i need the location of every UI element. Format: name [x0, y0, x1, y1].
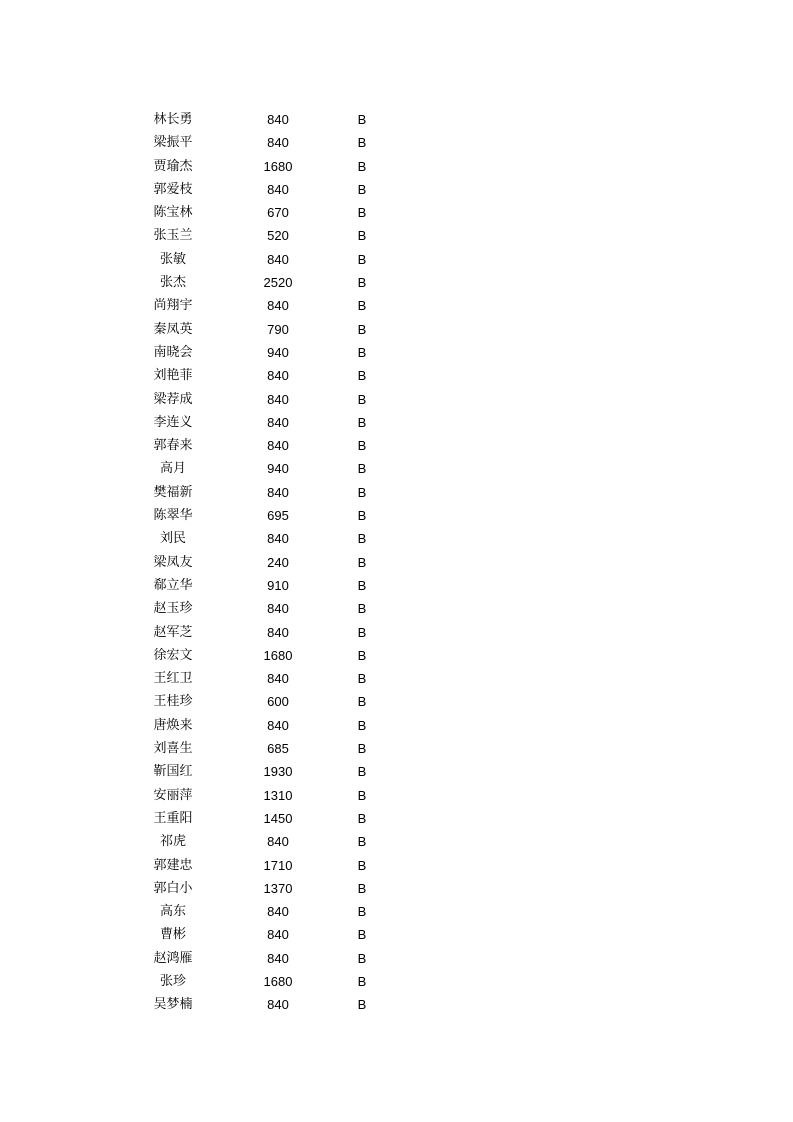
table-row [0, 551, 793, 574]
table-row [0, 178, 793, 201]
amount-cell: 1310 [263, 787, 293, 803]
table-row [0, 411, 793, 434]
name-cell: 高东 [159, 904, 186, 920]
table-row [0, 621, 793, 644]
name-cell: 贾瑜杰 [153, 158, 193, 174]
grade-cell: B [357, 368, 367, 384]
amount-cell: 840 [267, 135, 289, 151]
table-row [0, 830, 793, 853]
grade-cell: B [357, 484, 367, 500]
amount-cell: 840 [267, 531, 289, 547]
table-row [0, 667, 793, 690]
grade-cell: B [357, 601, 367, 617]
table-row [0, 784, 793, 807]
name-cell: 李连义 [153, 414, 193, 430]
amount-cell: 240 [267, 554, 289, 570]
grade-cell: B [357, 135, 367, 151]
name-cell: 张敏 [159, 251, 186, 267]
name-cell: 祁虎 [159, 834, 186, 850]
amount-cell: 910 [267, 577, 289, 593]
amount-cell: 840 [267, 414, 289, 430]
amount-cell: 840 [267, 904, 289, 920]
name-cell: 梁荐成 [153, 391, 193, 407]
table-row [0, 481, 793, 504]
amount-cell: 840 [267, 671, 289, 687]
table-row [0, 434, 793, 457]
name-cell: 张玉兰 [153, 228, 193, 244]
grade-cell: B [357, 112, 367, 127]
grade-cell: B [357, 904, 367, 920]
amount-cell: 600 [267, 694, 289, 710]
table-row [0, 527, 793, 550]
table-row [0, 388, 793, 411]
name-cell: 秦凤英 [153, 321, 193, 337]
grade-cell: B [357, 298, 367, 314]
grade-cell: B [357, 671, 367, 687]
grade-cell: B [357, 880, 367, 896]
name-cell: 梁凤友 [153, 554, 193, 570]
table-row [0, 714, 793, 737]
name-cell: 王红卫 [153, 671, 193, 687]
table-row [0, 224, 793, 247]
table-row [0, 108, 793, 131]
name-cell: 郭白小 [153, 880, 193, 896]
amount-cell: 1450 [263, 810, 293, 826]
name-cell: 樊福新 [153, 484, 193, 500]
table-row [0, 644, 793, 667]
grade-cell: B [357, 647, 367, 663]
name-cell: 郭春来 [153, 438, 193, 454]
grade-cell: B [357, 344, 367, 360]
name-cell: 吴梦楠 [153, 997, 193, 1013]
amount-cell: 940 [267, 344, 289, 360]
grade-cell: B [357, 275, 367, 291]
name-cell: 高月 [159, 461, 186, 477]
amount-cell: 940 [267, 461, 289, 477]
table-row [0, 900, 793, 923]
grade-cell: B [357, 694, 367, 710]
grade-cell: B [357, 741, 367, 757]
table-row [0, 155, 793, 178]
name-cell: 刘喜生 [153, 741, 193, 757]
amount-cell: 790 [267, 321, 289, 337]
name-cell: 郭爱枝 [153, 181, 193, 197]
grade-cell: B [357, 624, 367, 640]
grade-cell: B [357, 181, 367, 197]
grade-cell: B [357, 764, 367, 780]
name-cell: 郭建忠 [153, 857, 193, 873]
table-row [0, 877, 793, 900]
grade-cell: B [357, 577, 367, 593]
amount-cell: 670 [267, 205, 289, 221]
amount-cell: 840 [267, 601, 289, 617]
name-cell: 徐宏文 [153, 647, 193, 663]
amount-cell: 840 [267, 950, 289, 966]
amount-cell: 840 [267, 997, 289, 1013]
grade-cell: B [357, 228, 367, 244]
table-row [0, 690, 793, 713]
name-cell: 陈翠华 [153, 508, 193, 524]
table-row [0, 248, 793, 271]
amount-cell: 1680 [263, 158, 293, 174]
table-row [0, 970, 793, 993]
name-cell: 靳国红 [153, 764, 193, 780]
amount-cell: 695 [267, 508, 289, 524]
amount-cell: 1680 [263, 647, 293, 663]
amount-cell: 1710 [263, 857, 293, 873]
grade-cell: B [357, 973, 367, 989]
amount-cell: 520 [267, 228, 289, 244]
table-row [0, 341, 793, 364]
data-table [0, 108, 793, 1017]
amount-cell: 840 [267, 834, 289, 850]
grade-cell: B [357, 461, 367, 477]
grade-cell: B [357, 531, 367, 547]
grade-cell: B [357, 251, 367, 267]
grade-cell: B [357, 508, 367, 524]
name-cell: 唐焕来 [153, 717, 193, 733]
amount-cell: 840 [267, 368, 289, 384]
amount-cell: 1680 [263, 973, 293, 989]
grade-cell: B [357, 158, 367, 174]
name-cell: 林长勇 [153, 112, 193, 127]
name-cell: 尚翔宇 [153, 298, 193, 314]
name-cell: 陈宝林 [153, 205, 193, 221]
name-cell: 刘艳菲 [153, 368, 193, 384]
amount-cell: 840 [267, 484, 289, 500]
grade-cell: B [357, 554, 367, 570]
amount-cell: 840 [267, 624, 289, 640]
grade-cell: B [357, 414, 367, 430]
name-cell: 赵军芝 [153, 624, 193, 640]
grade-cell: B [357, 717, 367, 733]
amount-cell: 840 [267, 251, 289, 267]
table-row [0, 854, 793, 877]
amount-cell: 840 [267, 112, 289, 127]
amount-cell: 840 [267, 438, 289, 454]
table-row [0, 364, 793, 387]
table-row [0, 923, 793, 946]
grade-cell: B [357, 321, 367, 337]
table-row [0, 271, 793, 294]
name-cell: 曹彬 [159, 927, 186, 943]
grade-cell: B [357, 787, 367, 803]
amount-cell: 840 [267, 391, 289, 407]
name-cell: 张珍 [159, 973, 186, 989]
amount-cell: 840 [267, 181, 289, 197]
grade-cell: B [357, 857, 367, 873]
name-cell: 梁振平 [153, 135, 193, 151]
amount-cell: 840 [267, 927, 289, 943]
table-row [0, 993, 793, 1016]
name-cell: 赵鸿雁 [153, 950, 193, 966]
name-cell: 安丽萍 [153, 787, 193, 803]
table-row [0, 737, 793, 760]
name-cell: 王桂珍 [153, 694, 193, 710]
amount-cell: 1370 [263, 880, 293, 896]
grade-cell: B [357, 834, 367, 850]
table-row [0, 807, 793, 830]
name-cell: 赵玉珍 [153, 601, 193, 617]
name-cell: 刘民 [159, 531, 186, 547]
table-row [0, 294, 793, 317]
amount-cell: 840 [267, 717, 289, 733]
table-row [0, 760, 793, 783]
table-row [0, 201, 793, 224]
table-row [0, 318, 793, 341]
table-row [0, 597, 793, 620]
name-cell: 南晓会 [153, 344, 193, 360]
table-row [0, 457, 793, 480]
amount-cell: 1930 [263, 764, 293, 780]
grade-cell: B [357, 997, 367, 1013]
name-cell: 郗立华 [153, 577, 193, 593]
amount-cell: 840 [267, 298, 289, 314]
amount-cell: 685 [267, 741, 289, 757]
grade-cell: B [357, 438, 367, 454]
table-row [0, 131, 793, 154]
grade-cell: B [357, 927, 367, 943]
grade-cell: B [357, 950, 367, 966]
grade-cell: B [357, 810, 367, 826]
table-row [0, 574, 793, 597]
amount-cell: 2520 [263, 275, 293, 291]
table-row [0, 947, 793, 970]
name-cell: 张杰 [159, 275, 186, 291]
table-row [0, 504, 793, 527]
grade-cell: B [357, 205, 367, 221]
grade-cell: B [357, 391, 367, 407]
name-cell: 王重阳 [153, 810, 193, 826]
